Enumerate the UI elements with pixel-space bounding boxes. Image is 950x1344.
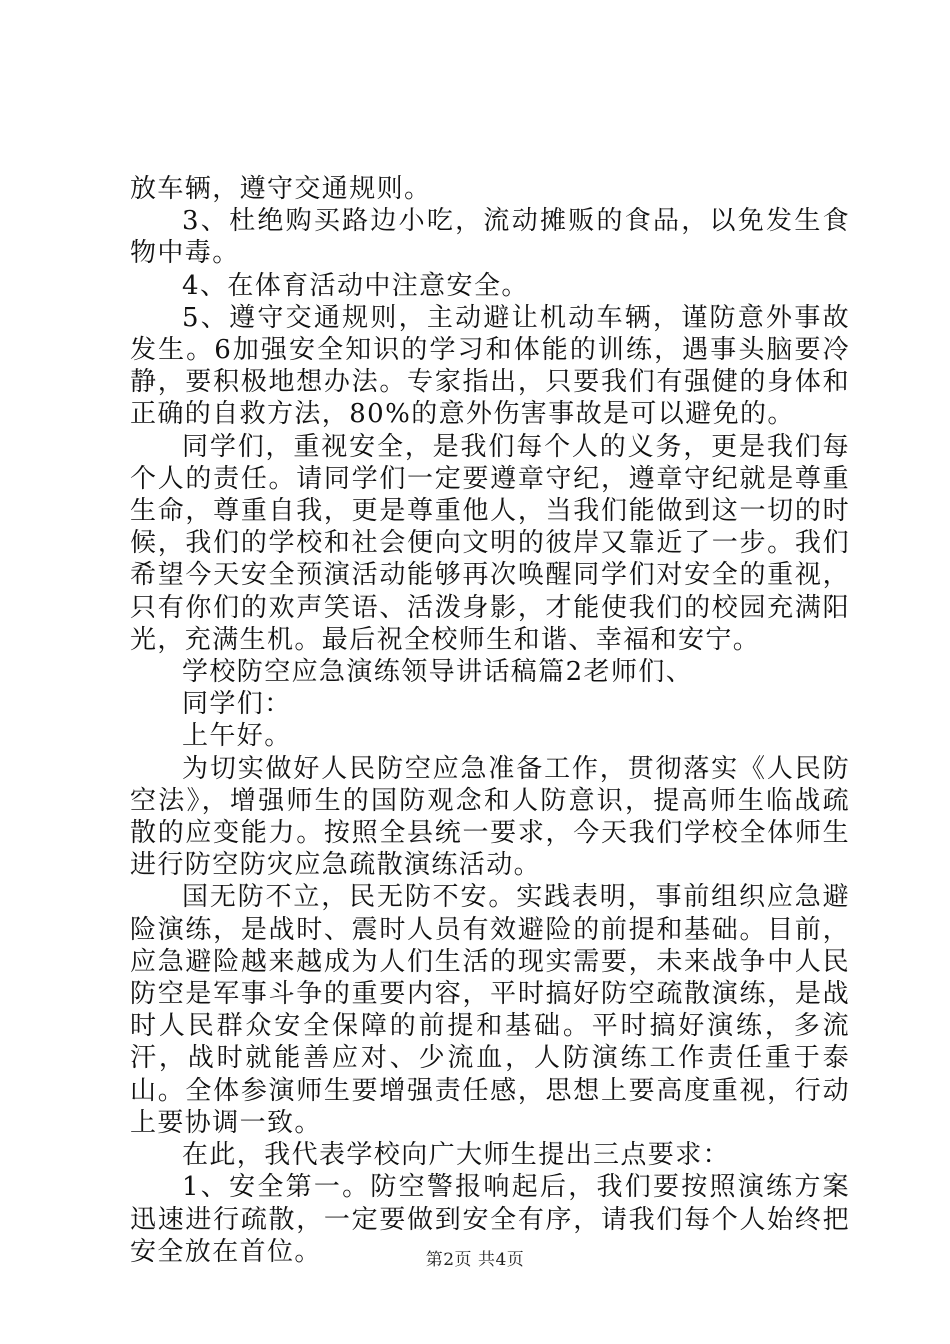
- paragraph: 1、安全第一。防空警报响起后，我们要按照演练方案迅速进行疏散，一定要做到安全有序，请我们每个人始终把安全放在首位。: [130, 1172, 850, 1267]
- paragraph: 3、杜绝购买路边小吃，流动摊贩的食品，以免发生食物中毒。: [130, 206, 850, 269]
- page-footer: 第2页 共4页: [425, 1250, 525, 1270]
- paragraph: 国无防不立，民无防不安。实践表明，事前组织应急避险演练，是战时、震时人员有效避险的前提和基础。目前，应急避险越来越成为人们生活的现实需要，未来战争中人民防空是军事斗争的重要内容，平时搞好防空疏散演练，是战时人民群众安全保障的前提和基础。平时搞好演练，多流汗，战时就能善应对、少流血，人防演练工作责任重于泰山。全体参演师生要增强责任感，思想上要高度重视，行动上要协调一致。: [130, 882, 850, 1138]
- paragraph: 4、在体育活动中注意安全。: [182, 270, 529, 301]
- paragraph: 在此，我代表学校向广大师生提出三点要求：: [182, 1140, 731, 1171]
- paragraph: 5、遵守交通规则，主动避让机动车辆，谨防意外事故发生。6加强安全知识的学习和体能的训练，遇事头脑要冷静，要积极地想办法。专家指出，只要我们有强健的身体和正确的自救方法，80%的意外伤害事故是可以避免的。: [130, 302, 850, 430]
- section-heading: 学校防空应急演练领导讲话稿篇2老师们、: [182, 657, 694, 688]
- document-body: [130, 173, 850, 1268]
- salutation: 同学们：: [182, 689, 292, 720]
- paragraph: 放车辆，遵守交通规则。: [130, 174, 432, 204]
- greeting: 上午好。: [182, 721, 292, 752]
- paragraph: 为切实做好人民防空应急准备工作，贯彻落实《人民防空法》，增强师生的国防观念和人防意识，提高师生临战疏散的应变能力。按照全县统一要求，今天我们学校全体师生进行防空防灾应急疏散演练活动。: [130, 753, 850, 881]
- paragraph: 同学们，重视安全，是我们每个人的义务，更是我们每个人的责任。请同学们一定要遵章守纪，遵章守纪就是尊重生命，尊重自我，更是尊重他人，当我们能做到这一切的时候，我们的学校和社会便向文明的彼岸又靠近了一步。我们希望今天安全预演活动能够再次唤醒同学们对安全的重视，只有你们的欢声笑语、活泼身影，才能使我们的校园充满阳光，充满生机。最后祝全校师生和谐、幸福和安宁。: [130, 431, 850, 655]
